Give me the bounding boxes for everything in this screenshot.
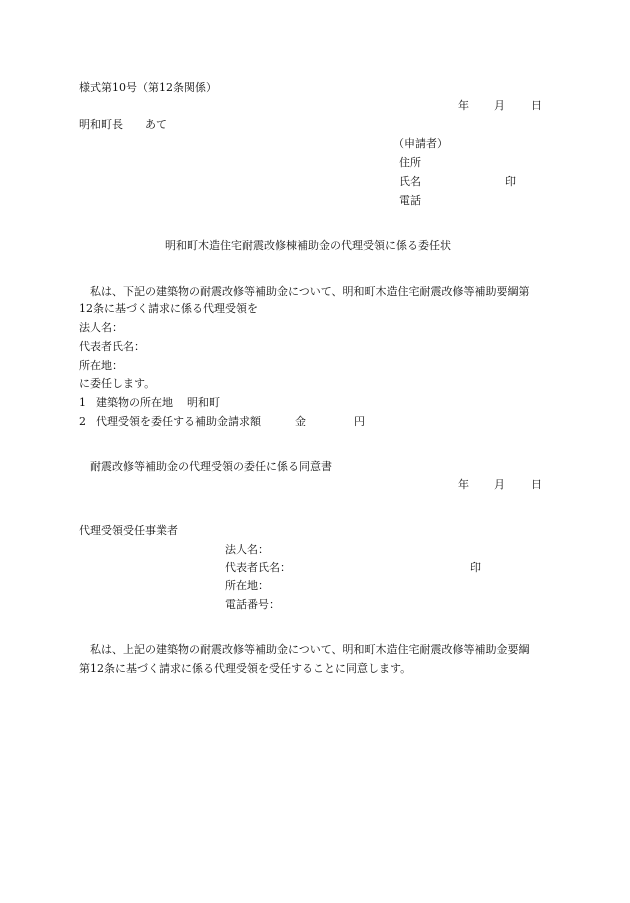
body-text-line: 12条に基づく請求に係る代理受領を bbox=[79, 302, 258, 315]
item-number: 2 bbox=[79, 415, 86, 428]
agent-location-label: 所在地： bbox=[225, 579, 269, 592]
applicant-phone-label: 電話 bbox=[399, 194, 421, 207]
agent-rep-label: 代表者氏名： bbox=[225, 561, 291, 574]
item-label: 代理受領を委任する補助金請求額 bbox=[96, 415, 261, 428]
consent-title: 耐震改修等補助金の代理受領の委任に係る同意書 bbox=[90, 460, 332, 473]
delegate-location-label: 所在地： bbox=[79, 359, 123, 372]
applicant-name-label: 氏名 bbox=[399, 175, 421, 188]
agent-corp-label: 法人名： bbox=[225, 543, 269, 556]
form-number: 様式第10号（第12条関係） bbox=[79, 81, 217, 94]
consent-text-line: 第12条に基づく請求に係る代理受領を受任することに同意します。 bbox=[79, 662, 412, 675]
addressee: 明和町長 あて bbox=[79, 118, 167, 131]
consent-text-line: 私は、上記の建築物の耐震改修等補助金について、明和町木造住宅耐震改修等補助金要綱 bbox=[90, 643, 530, 656]
document-title: 明和町木造住宅耐震改修棟補助金の代理受領に係る委任状 bbox=[165, 239, 451, 252]
date-day: 日 bbox=[531, 99, 542, 112]
agent-seal: 印 bbox=[470, 561, 481, 574]
date-month: 月 bbox=[494, 99, 505, 112]
agent-heading: 代理受領受任事業者 bbox=[79, 524, 178, 537]
date-year: 年 bbox=[458, 99, 469, 112]
body-text-line: 私は、下記の建築物の耐震改修等補助金について、明和町木造住宅耐震改修等補助要綱第 bbox=[90, 285, 530, 298]
amount-prefix: 金 bbox=[295, 415, 306, 428]
applicant-seal: 印 bbox=[505, 175, 516, 188]
agent-phone-label: 電話番号： bbox=[225, 598, 280, 611]
item-number: 1 bbox=[79, 396, 86, 409]
delegate-rep-label: 代表者氏名： bbox=[79, 340, 145, 353]
date-day: 日 bbox=[531, 478, 542, 491]
item-label: 建築物の所在地 bbox=[96, 396, 173, 409]
date-year: 年 bbox=[458, 478, 469, 491]
amount-unit: 円 bbox=[354, 415, 365, 428]
entrust-text: に委任します。 bbox=[79, 377, 156, 390]
applicant-address-label: 住所 bbox=[399, 156, 421, 169]
delegate-corp-label: 法人名： bbox=[79, 321, 123, 334]
item-value: 明和町 bbox=[187, 396, 220, 409]
applicant-heading: （申請者） bbox=[393, 137, 448, 150]
date-month: 月 bbox=[494, 478, 505, 491]
